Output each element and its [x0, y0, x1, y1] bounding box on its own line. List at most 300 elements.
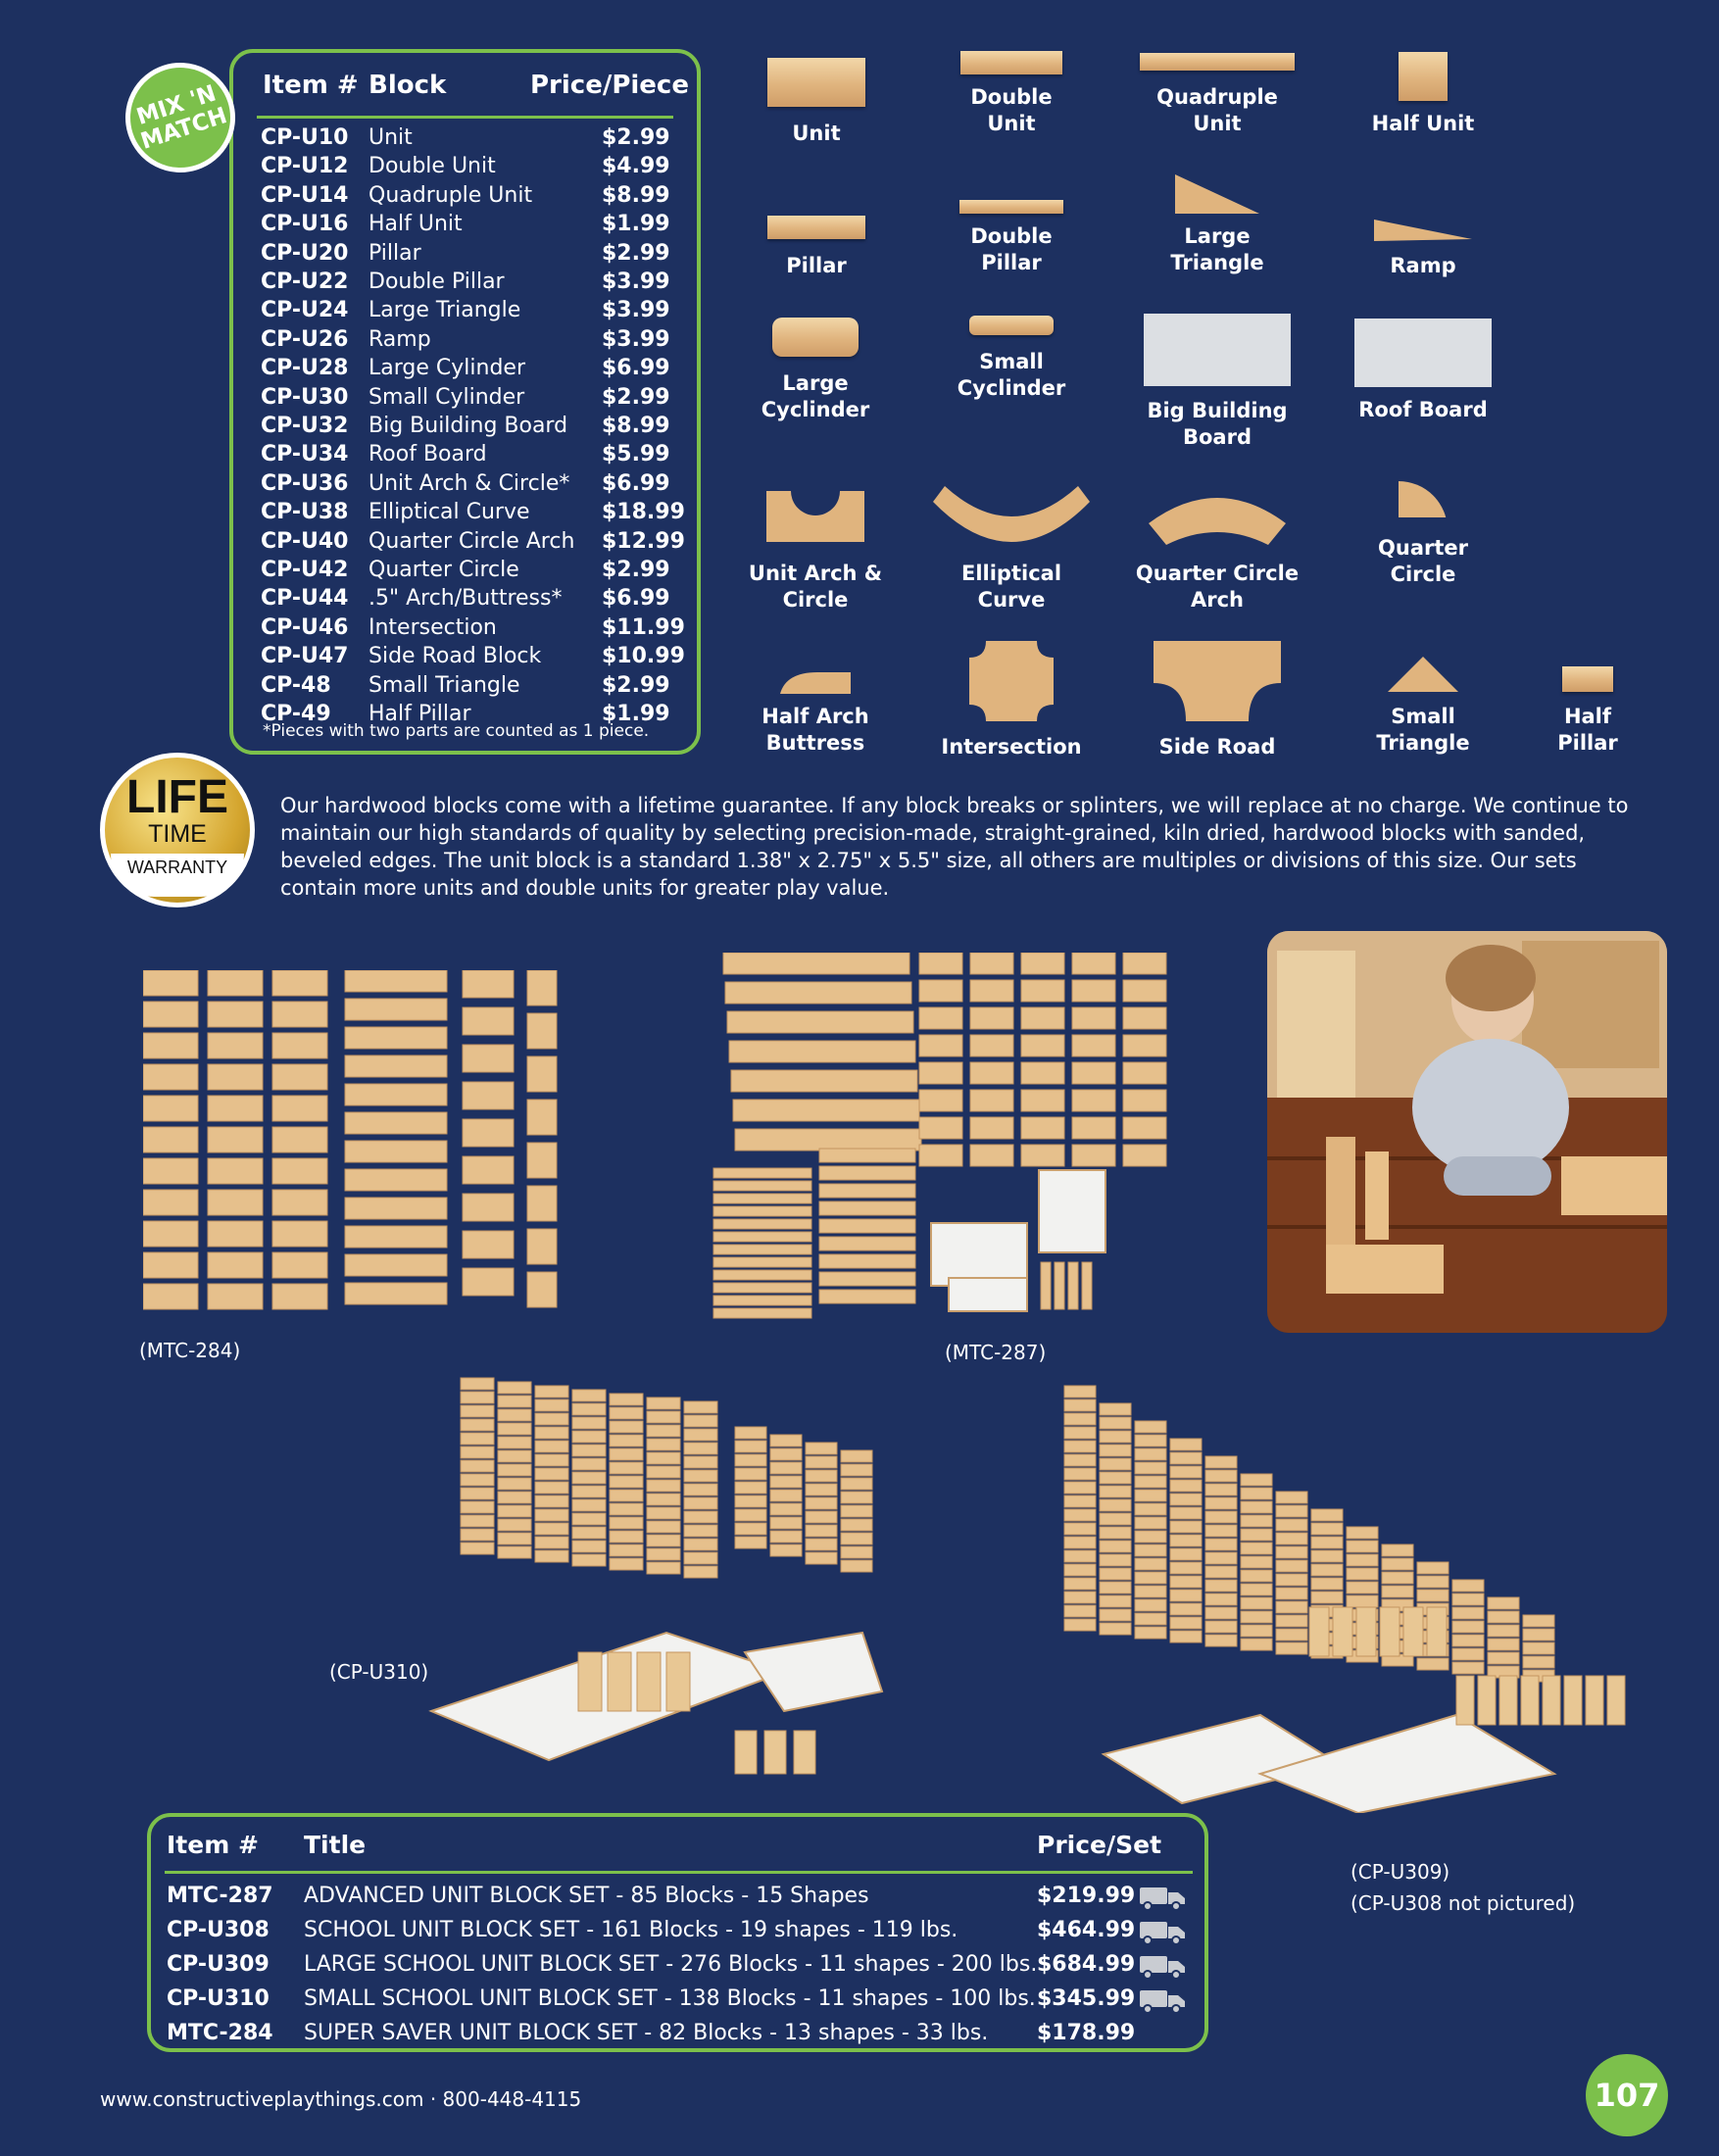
wood-block — [1135, 1558, 1166, 1570]
wood-block — [1170, 1507, 1202, 1519]
wood-block — [1241, 1639, 1272, 1650]
item-number: CP-U34 — [261, 442, 349, 467]
wood-block — [1072, 1062, 1115, 1084]
wood-block — [461, 1419, 494, 1431]
wood-block — [1021, 1117, 1064, 1139]
wood-block — [1170, 1535, 1202, 1546]
wood-block — [461, 1529, 494, 1541]
wood-block — [1276, 1574, 1307, 1586]
wood-block — [684, 1429, 717, 1441]
half-pillar-block-image — [1562, 666, 1613, 692]
wood-block — [1100, 1568, 1131, 1580]
wood-block — [345, 1198, 447, 1219]
wood-block — [208, 1221, 263, 1247]
wood-block — [1082, 1262, 1092, 1309]
footer-contact: www.constructiveplaythings.com · 800-448-4115 — [100, 2087, 582, 2111]
wood-block — [208, 1190, 263, 1215]
wood-block — [572, 1390, 606, 1401]
wood-block — [1041, 1262, 1051, 1309]
wood-block — [1135, 1544, 1166, 1556]
wood-block — [1205, 1539, 1237, 1550]
wood-block — [1478, 1676, 1496, 1725]
block-name: Quarter Circle — [368, 558, 519, 582]
wood-block — [1452, 1580, 1484, 1592]
wood-block — [1064, 1523, 1096, 1535]
price-row — [233, 356, 697, 384]
wood-block — [1417, 1658, 1449, 1670]
set-row — [151, 1952, 1204, 1984]
wood-block — [572, 1541, 606, 1552]
wood-block — [970, 1035, 1013, 1056]
wood-block — [919, 953, 962, 974]
wood-block — [1100, 1554, 1131, 1566]
set-row — [151, 1884, 1204, 1915]
wood-block — [1311, 1537, 1343, 1548]
wood-block — [610, 1394, 643, 1405]
wood-block — [1347, 1582, 1378, 1593]
wood-block — [735, 1454, 766, 1466]
shape-label-unit-arch-circle: Unit Arch & Circle — [748, 562, 883, 612]
wood-block — [1311, 1564, 1343, 1576]
wood-block — [1170, 1590, 1202, 1601]
price-row — [233, 615, 697, 644]
set-item-number: CP-U310 — [167, 1986, 270, 2011]
wood-block — [610, 1503, 643, 1515]
wood-block — [1276, 1588, 1307, 1599]
block-name: .5" Arch/Buttress* — [368, 586, 563, 612]
wood-block — [1205, 1607, 1237, 1619]
shape-label-half-unit: Half Unit — [1371, 112, 1475, 135]
wood-block — [735, 1129, 921, 1151]
wood-block — [819, 1272, 915, 1286]
wood-block — [647, 1425, 680, 1437]
wood-block — [1123, 953, 1166, 974]
cp-u309-set-photo — [1045, 1362, 1672, 1813]
wood-block — [1311, 1509, 1343, 1521]
item-number: CP-U28 — [261, 356, 349, 381]
elliptical-curve-block-image — [931, 484, 1092, 545]
set-title: SMALL SCHOOL UNIT BLOCK SET - 138 Blocks - 11 shapes - 100 lbs. — [304, 1986, 1036, 2011]
shape-label-double-pillar: Double Pillar — [970, 224, 1053, 274]
wood-block — [610, 1490, 643, 1501]
wood-block — [1100, 1499, 1131, 1511]
truck-shipping-icon — [1139, 1988, 1188, 2014]
wood-block — [1170, 1562, 1202, 1574]
shape-double-pillar — [933, 192, 1090, 276]
roof-board-image — [1354, 318, 1492, 387]
intersection-block-image — [968, 640, 1055, 722]
building-board — [949, 1278, 1027, 1311]
wood-block — [647, 1452, 680, 1464]
wood-block — [1135, 1462, 1166, 1474]
wood-block — [970, 1117, 1013, 1139]
wood-block — [208, 970, 263, 996]
block-name: Half Pillar — [368, 702, 471, 726]
wood-block — [527, 1186, 557, 1221]
wood-block — [1135, 1490, 1166, 1501]
shape-intersection — [933, 637, 1090, 760]
price-row — [233, 327, 697, 356]
wood-block — [610, 1462, 643, 1474]
wood-block — [461, 1543, 494, 1554]
wood-block — [1452, 1648, 1484, 1660]
wood-block — [463, 1268, 514, 1296]
wood-block — [1488, 1625, 1519, 1637]
piece-price: $2.99 — [602, 558, 670, 582]
wood-block — [498, 1382, 531, 1394]
piece-price: $8.99 — [602, 414, 670, 438]
item-number: CP-U38 — [261, 500, 349, 525]
wood-block — [806, 1552, 837, 1564]
wood-block — [1205, 1552, 1237, 1564]
wood-block — [461, 1474, 494, 1486]
building-board — [745, 1633, 882, 1711]
wood-block — [1205, 1621, 1237, 1633]
wood-block — [535, 1550, 568, 1562]
wood-block — [1543, 1676, 1560, 1725]
wood-block — [1311, 1578, 1343, 1590]
wood-block — [1100, 1527, 1131, 1539]
page-number: 107 — [1586, 2054, 1668, 2136]
wood-block — [1135, 1531, 1166, 1543]
wood-block — [1356, 1607, 1376, 1656]
unit-arch-circle-block-image — [765, 490, 865, 543]
set-title: SCHOOL UNIT BLOCK SET - 161 Blocks - 19 shapes - 119 lbs. — [304, 1918, 958, 1942]
wood-block — [572, 1513, 606, 1525]
wood-block — [572, 1431, 606, 1443]
wood-block — [143, 1064, 198, 1090]
child-playing-illustration — [1267, 931, 1667, 1333]
shape-label-half-arch-buttress: Half Arch Buttress — [761, 705, 869, 755]
shape-big-building-board — [1139, 314, 1296, 451]
wood-block — [527, 1272, 557, 1307]
wood-block — [208, 1252, 263, 1278]
quarter-circle-arch-block-image — [1147, 484, 1288, 547]
shape-side-road — [1139, 637, 1296, 760]
wood-block — [610, 1407, 643, 1419]
wood-block — [1072, 953, 1115, 974]
block-name: Large Triangle — [368, 298, 521, 323]
wood-block — [1241, 1488, 1272, 1499]
wood-block — [1064, 1413, 1096, 1425]
wood-block — [608, 1652, 631, 1711]
wood-block — [535, 1509, 568, 1521]
wood-block — [572, 1403, 606, 1415]
wood-block — [806, 1497, 837, 1509]
wood-block — [1241, 1474, 1272, 1486]
wood-block — [647, 1535, 680, 1546]
wood-block — [1276, 1560, 1307, 1572]
wood-block — [1135, 1586, 1166, 1597]
wood-block — [1488, 1597, 1519, 1609]
wood-block — [1100, 1595, 1131, 1607]
wood-block — [535, 1399, 568, 1411]
wood-block — [770, 1503, 802, 1515]
wood-block — [733, 1100, 919, 1121]
block-name: Quadruple Unit — [368, 182, 533, 208]
wood-block — [1241, 1529, 1272, 1541]
wood-block — [684, 1415, 717, 1427]
wood-block — [143, 1002, 198, 1027]
wood-block — [1276, 1492, 1307, 1503]
block-name: Intersection — [368, 614, 497, 640]
wood-block — [527, 1013, 557, 1049]
wood-block — [1523, 1615, 1554, 1627]
wood-block — [272, 1064, 327, 1090]
wood-block — [1205, 1511, 1237, 1523]
wood-block — [1309, 1607, 1329, 1656]
quadruple-unit-block-image — [1140, 53, 1295, 71]
building-board — [1260, 1715, 1554, 1813]
wood-block — [647, 1439, 680, 1450]
wood-block — [345, 1055, 447, 1077]
truck-shipping-icon — [1139, 1886, 1188, 1911]
shape-roof-board — [1345, 314, 1501, 423]
warranty-description: Our hardwood blocks come with a lifetime guarantee. If any block breaks or splinters, we will replace at no charge. We continue to maintain our high standards of quality by selecting precision-made, straight-grained, kiln dried, hardwood blocks with sanded, beveled edges. The unit block is a standard 1.38" x 2.75" x 5.5" size, all others are multiples or divisions of this size. Our sets contain more units and double units for greater play value. — [280, 794, 1629, 900]
wood-block — [208, 1064, 263, 1090]
wood-block — [1452, 1607, 1484, 1619]
wood-block — [610, 1421, 643, 1433]
piece-price: $2.99 — [602, 384, 670, 410]
block-name: Large Cylinder — [368, 356, 525, 381]
wood-block — [1347, 1568, 1378, 1580]
wood-block — [647, 1494, 680, 1505]
wood-block — [1205, 1484, 1237, 1495]
wood-block — [527, 1229, 557, 1264]
piece-price: $6.99 — [602, 470, 670, 496]
wood-block — [770, 1476, 802, 1488]
wood-block — [498, 1492, 531, 1503]
wood-block — [1488, 1652, 1519, 1664]
block-name: Ramp — [368, 326, 431, 352]
wood-block — [345, 1226, 447, 1248]
big-building-board-image — [1144, 314, 1291, 386]
piece-price: $1.99 — [602, 702, 670, 726]
col-header-item: Item # — [263, 71, 359, 100]
wood-block — [819, 1237, 915, 1250]
wood-block — [1170, 1548, 1202, 1560]
set-item-number: MTC-284 — [167, 2021, 273, 2045]
wood-block — [1170, 1452, 1202, 1464]
wood-block — [1205, 1635, 1237, 1646]
wood-block — [735, 1495, 766, 1507]
wood-block — [1123, 1007, 1166, 1029]
sets-col-header-title: Title — [304, 1831, 367, 1859]
wood-block — [345, 1027, 447, 1049]
wood-block — [143, 1252, 198, 1278]
wood-block — [461, 1433, 494, 1445]
shape-small-triangle — [1345, 651, 1501, 757]
item-number: CP-U47 — [261, 644, 349, 669]
wood-block — [1417, 1562, 1449, 1574]
wood-block — [1100, 1417, 1131, 1429]
wood-block — [1456, 1676, 1474, 1725]
wood-block — [498, 1505, 531, 1517]
shape-double-unit — [933, 49, 1090, 137]
wood-block — [1072, 1117, 1115, 1139]
wood-block — [841, 1519, 872, 1531]
large-triangle-block-image — [1173, 172, 1261, 216]
wood-block — [1499, 1676, 1517, 1725]
wood-block — [610, 1476, 643, 1488]
wood-block — [272, 1190, 327, 1215]
wood-block — [735, 1537, 766, 1548]
wood-block — [572, 1445, 606, 1456]
wood-block — [1170, 1466, 1202, 1478]
wood-block — [1241, 1543, 1272, 1554]
wood-block — [208, 1096, 263, 1121]
wood-block — [806, 1511, 837, 1523]
wood-block — [735, 1441, 766, 1452]
wood-block — [272, 1033, 327, 1058]
set-title: SUPER SAVER UNIT BLOCK SET - 82 Blocks - 13 shapes - 33 lbs. — [304, 2021, 989, 2045]
wood-block — [345, 1169, 447, 1191]
wood-block — [610, 1448, 643, 1460]
wood-block — [610, 1531, 643, 1543]
shape-quadruple-unit — [1119, 49, 1315, 137]
set-price: $219.99 — [1037, 1884, 1136, 1908]
wood-block — [498, 1546, 531, 1558]
wood-block — [970, 1145, 1013, 1166]
wood-block — [841, 1546, 872, 1558]
wood-block — [272, 1158, 327, 1184]
wood-block — [1064, 1386, 1096, 1397]
wood-block — [498, 1450, 531, 1462]
wood-block — [684, 1401, 717, 1413]
wood-block — [572, 1417, 606, 1429]
sets-header-divider — [165, 1871, 1193, 1874]
wood-block — [1205, 1580, 1237, 1592]
wood-block — [841, 1464, 872, 1476]
wood-block — [463, 1231, 514, 1258]
wood-block — [1488, 1639, 1519, 1650]
block-name: Half Unit — [368, 212, 463, 237]
block-name: Unit — [368, 125, 413, 150]
set-title: LARGE SCHOOL UNIT BLOCK SET - 276 Blocks - 11 shapes - 200 lbs. — [304, 1952, 1038, 1977]
wood-block — [1135, 1599, 1166, 1611]
item-number: CP-U40 — [261, 528, 349, 554]
item-number: CP-U42 — [261, 558, 349, 582]
piece-price: $8.99 — [602, 182, 670, 208]
wood-block — [1347, 1541, 1378, 1552]
wood-block — [1135, 1503, 1166, 1515]
wood-block — [535, 1468, 568, 1480]
wood-block — [1205, 1566, 1237, 1578]
wood-block — [1170, 1617, 1202, 1629]
item-number: CP-U22 — [261, 270, 349, 294]
wood-block — [1417, 1590, 1449, 1601]
wood-block — [1205, 1497, 1237, 1509]
piece-price: $2.99 — [602, 125, 670, 150]
wood-block — [1135, 1476, 1166, 1488]
wood-block — [713, 1296, 811, 1305]
wood-block — [1064, 1468, 1096, 1480]
wood-block — [770, 1531, 802, 1543]
wood-block — [461, 1501, 494, 1513]
wood-block — [647, 1548, 680, 1560]
shape-label-large-cylinder: Large Cyclinder — [761, 371, 870, 421]
wood-block — [970, 980, 1013, 1002]
shape-label-small-cylinder: Small Cyclinder — [957, 350, 1066, 400]
wood-block — [1064, 1399, 1096, 1411]
wood-block — [1205, 1456, 1237, 1468]
block-name: Roof Board — [368, 442, 487, 467]
item-number: CP-48 — [261, 672, 331, 698]
wood-block — [1100, 1445, 1131, 1456]
wood-block — [272, 1252, 327, 1278]
wood-block — [1021, 1062, 1064, 1084]
wood-block — [735, 1523, 766, 1535]
wood-block — [1205, 1593, 1237, 1605]
caption-mtc-287: (MTC-287) — [945, 1341, 1047, 1364]
wood-block — [806, 1539, 837, 1550]
wood-block — [1382, 1544, 1413, 1556]
wood-block — [731, 1070, 917, 1092]
wood-block — [1380, 1607, 1400, 1656]
wood-block — [1064, 1619, 1096, 1631]
shape-ramp — [1345, 206, 1501, 279]
wood-block — [919, 1035, 962, 1056]
wood-block — [208, 1158, 263, 1184]
wood-block — [1064, 1441, 1096, 1452]
wood-block — [345, 1112, 447, 1134]
wood-block — [1452, 1635, 1484, 1646]
wood-block — [684, 1497, 717, 1509]
wood-block — [463, 1082, 514, 1109]
wood-block — [970, 1062, 1013, 1084]
small-triangle-block-image — [1386, 655, 1460, 694]
shape-large-triangle — [1139, 171, 1296, 276]
wood-block — [498, 1533, 531, 1544]
shape-label-roof-board: Roof Board — [1358, 398, 1488, 421]
wood-block — [1072, 980, 1115, 1002]
lifetime-warranty-badge — [100, 753, 255, 907]
wood-block — [919, 980, 962, 1002]
wood-block — [1135, 1572, 1166, 1584]
set-item-number: CP-U309 — [167, 1952, 270, 1977]
shape-half-unit — [1345, 49, 1501, 137]
wood-block — [1523, 1656, 1554, 1668]
wood-block — [498, 1423, 531, 1435]
child-playing-photo — [1267, 931, 1667, 1333]
wood-block — [713, 1206, 811, 1216]
wood-block — [461, 1405, 494, 1417]
wood-block — [735, 1482, 766, 1494]
wood-block — [1072, 1090, 1115, 1111]
small-cylinder-block-image — [969, 316, 1054, 335]
wood-block — [713, 1257, 811, 1267]
wood-block — [1064, 1550, 1096, 1562]
wood-block — [806, 1443, 837, 1454]
wood-block — [1452, 1593, 1484, 1605]
wood-block — [723, 953, 909, 974]
wood-block — [535, 1454, 568, 1466]
shape-label-unit: Unit — [792, 122, 841, 145]
shape-label-half-pillar: Half Pillar — [1557, 705, 1618, 755]
wood-block — [806, 1470, 837, 1482]
price-row — [233, 385, 697, 414]
piece-price: $10.99 — [602, 644, 685, 669]
truck-shipping-icon — [1139, 1920, 1188, 1945]
block-name: Quarter Circle Arch — [368, 528, 575, 554]
double-unit-block-image — [960, 51, 1062, 74]
building-board — [1039, 1170, 1105, 1252]
wood-block — [143, 1096, 198, 1121]
wood-block — [1311, 1523, 1343, 1535]
wood-block — [806, 1525, 837, 1537]
wood-block — [1135, 1613, 1166, 1625]
item-number: CP-U44 — [261, 586, 349, 612]
